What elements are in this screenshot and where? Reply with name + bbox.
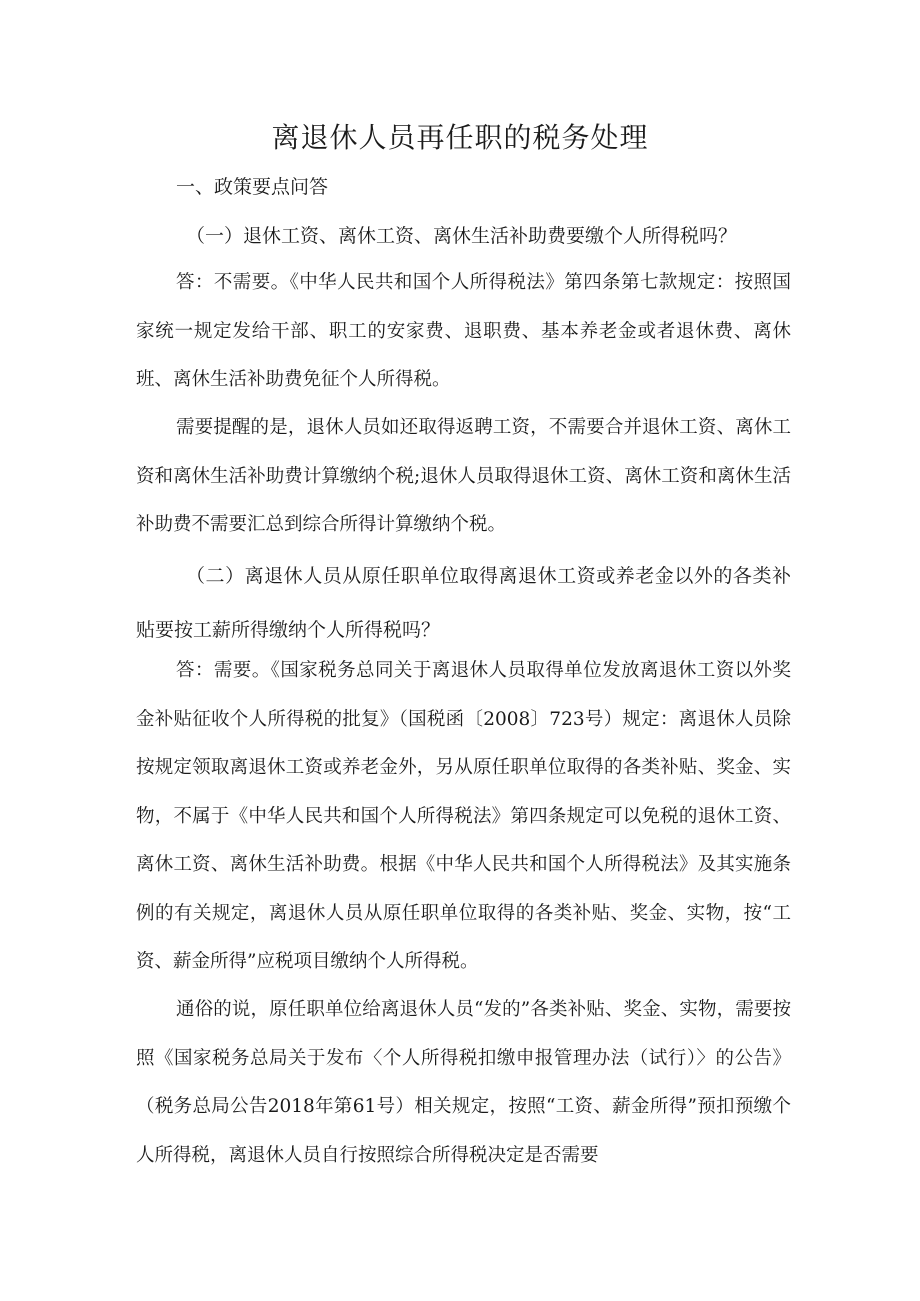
question-1-heading: （一）退休工资、离休工资、离休生活补助费要缴个人所得税吗？ bbox=[186, 225, 738, 247]
reminder-1-paragraph: 需要提醒的是，退休人员如还取得返聘工资，不需要合并退休工资、离休工资和离休生活补助费计算缴纳个税;退休人员取得退休工资、离休工资和离休生活补助费不需要汇总到综合所得计算缴纳个税。 bbox=[136, 417, 791, 535]
answer-1-paragraph: 答：不需要。《中华人民共和国个人所得税法》第四条第七款规定：按照国家统一规定发给干部、职工的安家费、退职费、基本养老金或者退休费、离休班、离休生活补助费免征个人所得税。 bbox=[136, 272, 791, 390]
answer-2-paragraph: 答：需要。《国家税务总同关于离退休人员取得单位发放离退休工资以外奖金补贴征收个人所得税的批复》（国税函〔2008〕723号）规定：离退休人员除按规定领取离退休工资或养老金外，另从原任职单位取得的各类补贴、奖金、实物，不属于《中华人民共和国个人所得税法》第四条规定可以免税的退休工资、离休工资、离休生活补助费。根据《中华人民共和国个人所得税法》及其实施条例的有关规定，离退休人员从原任职单位取得的各类补贴、奖金、实物，按“工资、薪金所得”应税项目缴纳个人所得税。 bbox=[136, 660, 791, 972]
explanation-2-paragraph: 通俗的说，原任职单位给离退休人员“发的”各类补贴、奖金、实物，需要按照《国家税务总局关于发布〈个人所得税扣缴申报管理办法（试行）〉的公告》（税务总局公告2018年第61号）相关规定，按照“工资、薪金所得”预扣预缴个人所得税，离退休人员自行按照综合所得税决定是否需要 bbox=[136, 999, 791, 1166]
question-2-heading: （二）离退休人员从原任职单位取得离退休工资或养老金以外的各类补贴要按工薪所得缴纳个人所得税吗？ bbox=[136, 565, 791, 641]
document-title: 离退休人员再任职的税务处理 bbox=[271, 121, 649, 154]
section-heading: 一、政策要点问答 bbox=[176, 176, 329, 198]
